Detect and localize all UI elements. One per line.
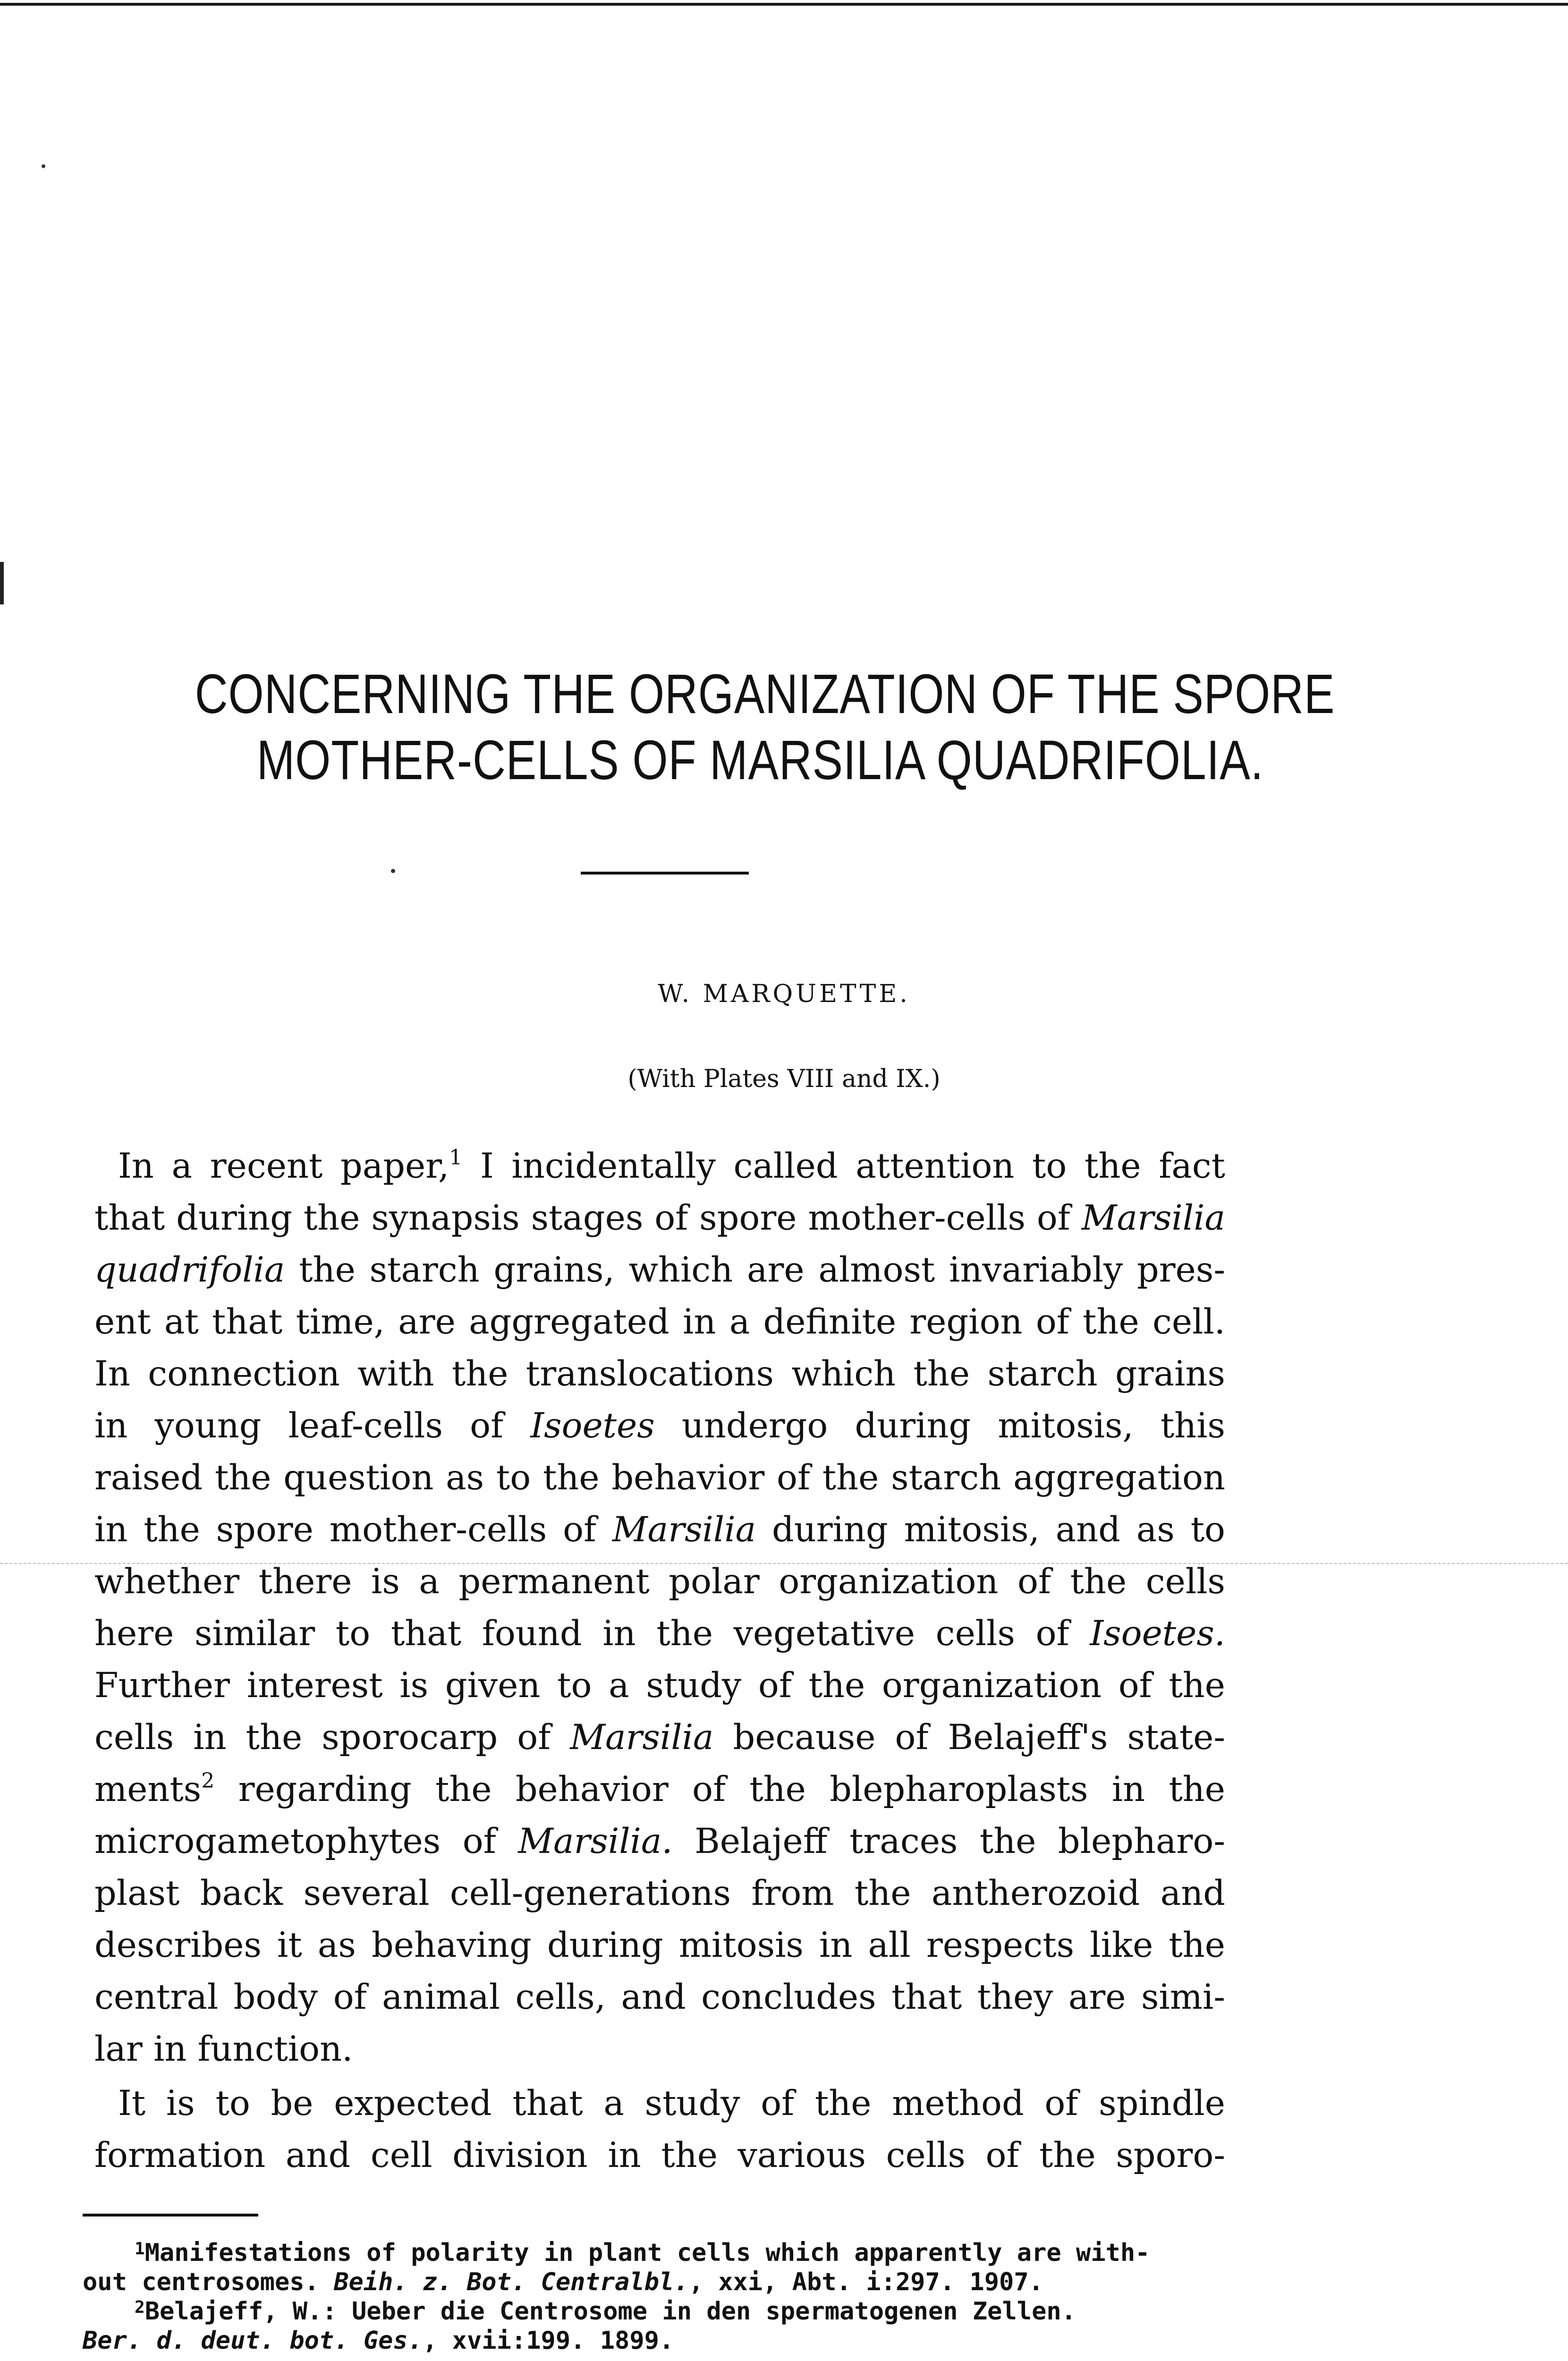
body-line: describes it as behaving during mitosis in all respects like the [94, 1925, 1225, 1965]
top-edge-rule [0, 3, 1568, 6]
body-line: microgametophytes of Marsilia. Belajeff traces the blepharo- [94, 1821, 1225, 1861]
body-line: in young leaf-cells of Isoetes undergo during mitosis, this [94, 1406, 1225, 1446]
body-line: here similar to that found in the vegetative cells of Isoetes. [94, 1614, 1225, 1654]
body-line: cells in the sporocarp of Marsilia because of Belajeff's state- [94, 1717, 1225, 1758]
body-line: whether there is a permanent polar organization of the cells [94, 1562, 1225, 1602]
footnote-ref-2: 2 [201, 1769, 215, 1793]
body-line: plast back several cell-generations from the antherozoid and [94, 1873, 1225, 1913]
plates-note: (With Plates VIII and IX.) [627, 1065, 941, 1093]
title-divider [581, 872, 749, 875]
body-line: that during the synapsis stages of spore mother-cells of Marsilia [94, 1198, 1225, 1238]
body-line: It is to be expected that a study of the method of spindle [118, 2083, 1225, 2123]
body-line: ments$^2$ regarding the behavior of the blepharoplasts in the [94, 1769, 1225, 1809]
body-line: ent at that time, are aggregated in a definite region of the cell. [94, 1302, 1225, 1342]
body-line: In connection with the translocations which the starch grains [94, 1354, 1225, 1394]
footnote-1-line-2: out centrosomes. Beih. z. Bot. Centralbl., xxi, Abt. i:297. 1907. [83, 2268, 1043, 2296]
body-line: lar in function. [94, 2029, 353, 2069]
print-speck [42, 164, 45, 168]
body-line: raised the question as to the behavior of the starch aggregation [94, 1458, 1225, 1498]
article-title-line-2: MOTHER-CELLS OF MARSILIA QUADRIFOLIA. [256, 729, 1264, 791]
author-name: W. MARQUETTE. [658, 980, 910, 1008]
body-line: quadrifolia the starch grains, which are almost invariably pres- [94, 1250, 1225, 1290]
footnote-ref-1: 1 [449, 1146, 463, 1170]
footnote-1-line-1: $^1$Manifestations of polarity in plant cells which apparently are with- [135, 2239, 1150, 2267]
article-title-line-1: CONCERNING THE ORGANIZATION OF THE SPORE [195, 663, 1335, 725]
body-line: central body of animal cells, and concludes that they are simi- [94, 1977, 1225, 2017]
footnote-2-line-2: Ber. d. deut. bot. Ges., xvii:199. 1899. [83, 2327, 674, 2355]
print-speck [391, 869, 395, 873]
left-edge-mark [0, 562, 4, 604]
body-line: In a recent paper,$^1$ I incidentally called attention to the fact [118, 1146, 1225, 1186]
body-line: in the spore mother-cells of Marsilia during mitosis, and as to [94, 1510, 1225, 1550]
footnote-divider [83, 2214, 258, 2217]
body-line: formation and cell division in the various cells of the sporo- [94, 2135, 1225, 2175]
body-line: Further interest is given to a study of the organization of the [94, 1665, 1225, 1706]
footnote-2-line-1: $^2$Belajeff, W.: Ueber die Centrosome in den spermatogenen Zellen. [135, 2297, 1076, 2326]
